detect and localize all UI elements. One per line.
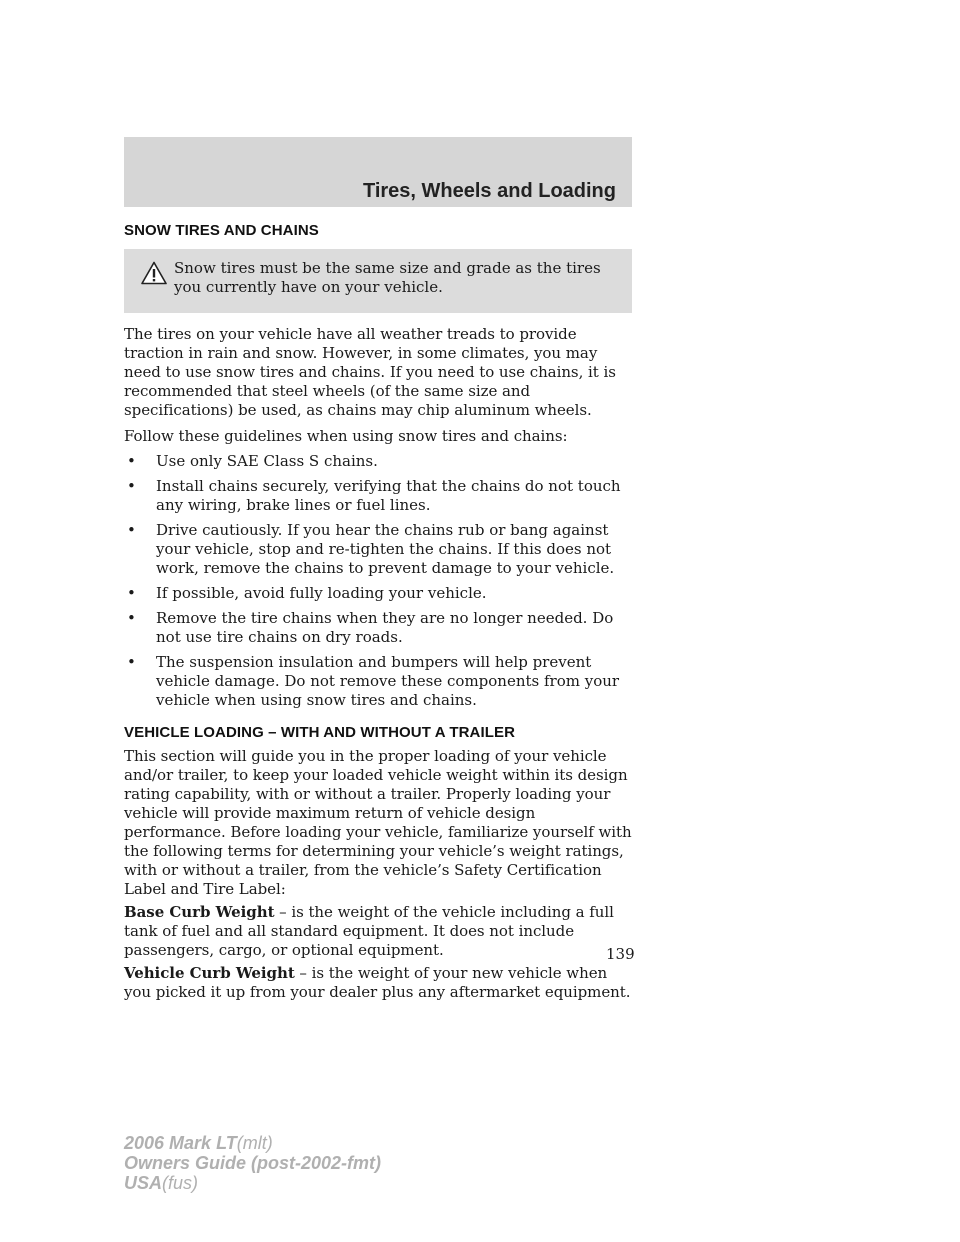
bullet-icon: • [127,477,136,495]
heading-snow-tires: SNOW TIRES AND CHAINS [124,222,319,239]
bullet-icon: • [127,609,136,627]
footer-market: USA [124,1173,163,1193]
list-item-text: Remove the tire chains when they are no longer needed. Do not use tire chains on dry roads. [156,609,614,646]
paragraph: The tires on your vehicle have all weather treads to provide traction in rain and snow. However, in some climates, you may need to use snow tires and chains. If you need to use chains, it is recommended that steel wheels (of the same size and specifications) be used, as chains may chip aluminum wheels. [124,325,616,419]
definition-vehicle-curb-weight [124,964,632,1002]
footer-info [124,1133,381,1193]
heading-vehicle-loading: VEHICLE LOADING – WITH AND WITHOUT A TRAILER [124,724,516,741]
list-item [124,521,632,578]
list-item [124,609,632,647]
footer-line [124,1153,381,1173]
warning-triangle-icon [141,261,167,285]
list-item-text: Install chains securely, verifying that the chains do not touch any wiring, brake lines or fuel lines. [156,477,621,514]
definition-text: – is the weight of the vehicle including a full tank of fuel and all standard equipment. It does not include passengers, cargo, or optional equipment. [124,903,614,959]
warning-box [124,249,632,313]
list-item [124,452,632,471]
definition-base-curb-weight [124,903,632,960]
list-item [124,477,632,515]
paragraph: This section will guide you in the proper loading of your vehicle and/or trailer, to keep your loaded vehicle weight within its design rating capability, with or without a trailer. Properly loading your vehicle will provide maximum return of vehicle design performance. Before loading your vehicle, familiarize yourself with the following terms for determining your vehicle’s weight ratings, with or without a trailer, from the vehicle’s Safety Certification Label and Tire Label: [124,747,632,898]
definition-term: Base Curb Weight [124,903,275,921]
list-item [124,653,632,710]
guideline-list [124,452,632,710]
list-item [124,584,632,603]
page-section-title: Tires, Wheels and Loading [362,180,616,202]
paragraph: Follow these guidelines when using snow tires and chains: [124,427,568,445]
definition-term: Vehicle Curb Weight [124,964,295,982]
footer-market-code: (fus) [162,1173,199,1193]
definition-text: – is the weight of your new vehicle when you picked it up from your dealer plus any aftermarket equipment. [124,964,631,1001]
warning-text: Snow tires must be the same size and grade as the tires you currently have on your vehicle. [174,259,601,296]
footer-guide: Owners Guide (post-2002-fmt) [124,1153,382,1173]
footer-model: 2006 Mark LT [124,1133,237,1153]
bullet-icon: • [127,584,136,602]
footer-line [124,1133,381,1153]
footer-line [124,1173,381,1193]
bullet-icon: • [127,653,136,671]
page-number: 139 [606,945,635,963]
bullet-icon: • [127,521,136,539]
page-content [124,222,632,1002]
footer-model-code: (mlt) [236,1133,273,1153]
list-item-text: The suspension insulation and bumpers will help prevent vehicle damage. Do not remove these components from your vehicle when using snow tires and chains. [156,653,620,709]
list-item-text: Drive cautiously. If you hear the chains rub or bang against your vehicle, stop and re-tighten the chains. If this does not work, remove the chains to prevent damage to your vehicle. [156,521,615,577]
list-item-text: Use only SAE Class S chains. [156,452,378,470]
header-band [124,137,632,207]
bullet-icon: • [127,452,136,470]
list-item-text: If possible, avoid fully loading your vehicle. [156,584,487,602]
